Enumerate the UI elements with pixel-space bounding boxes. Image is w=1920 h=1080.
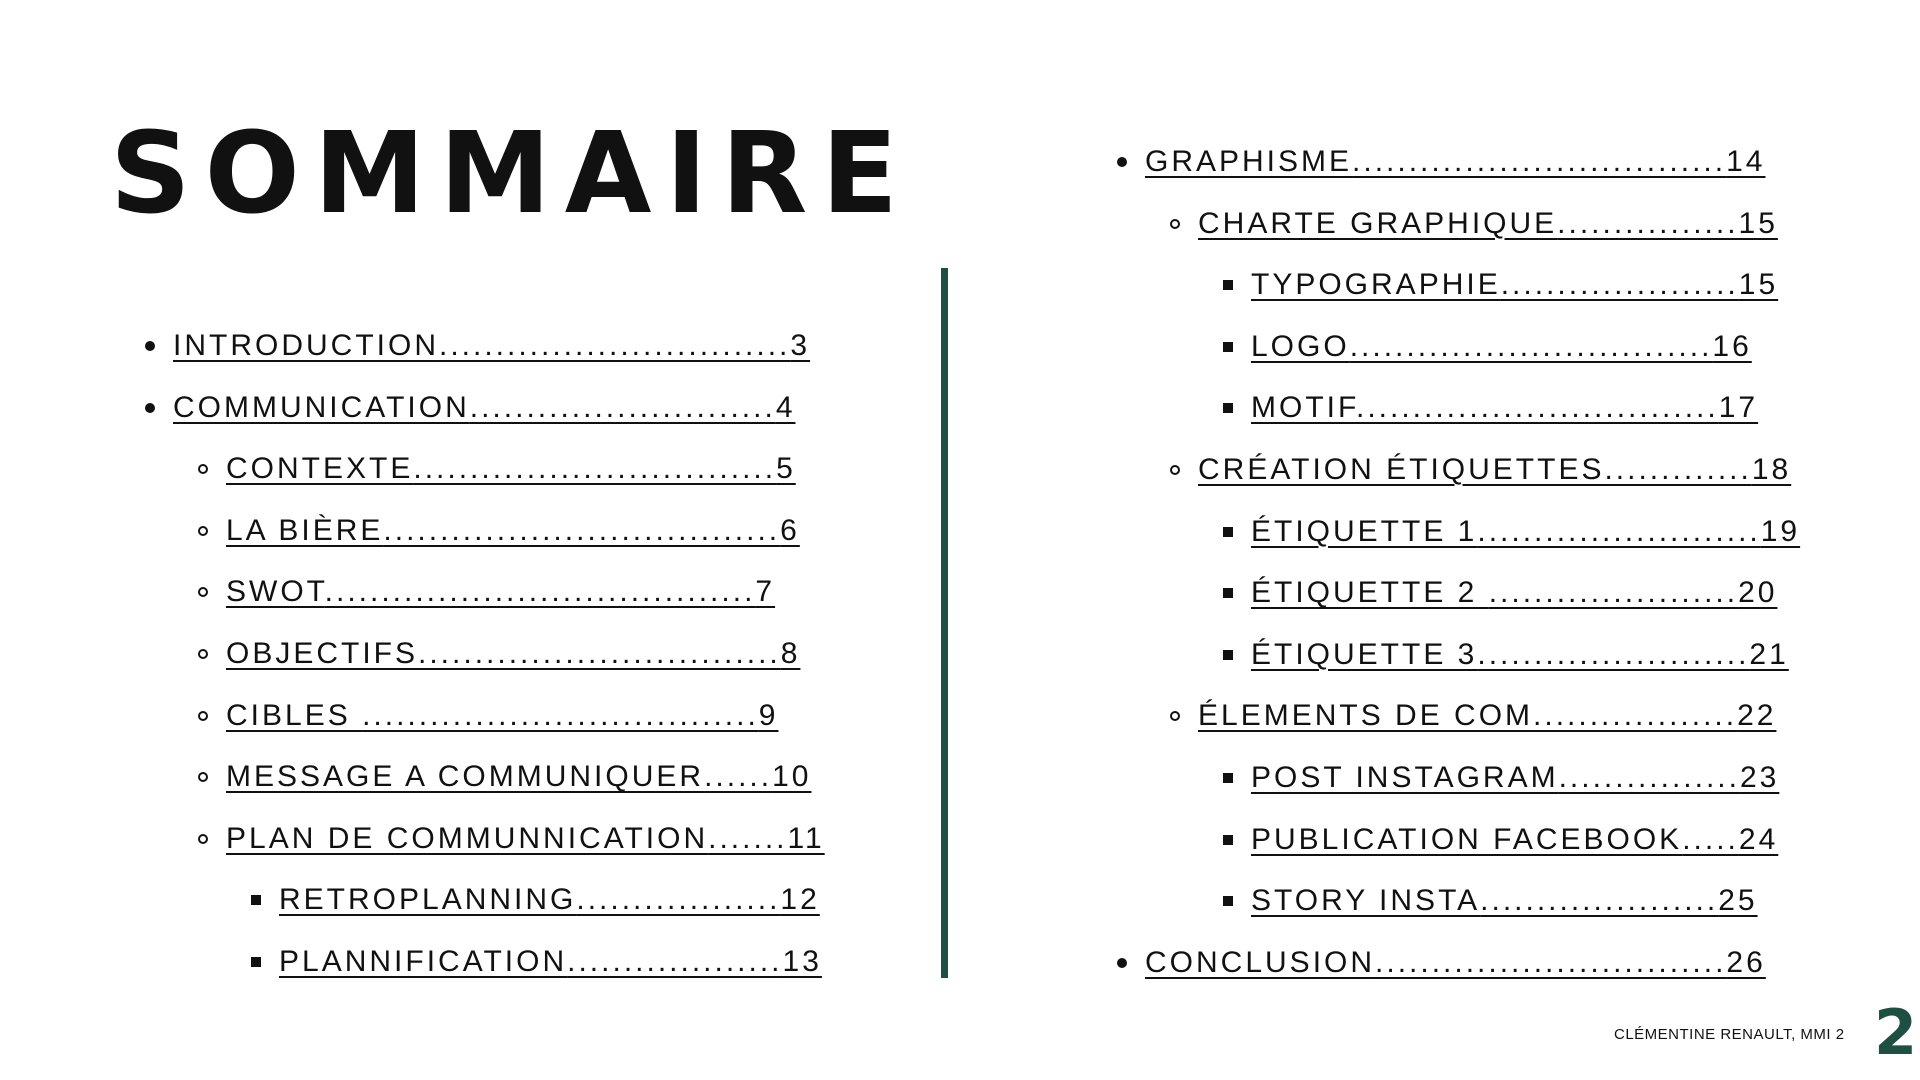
toc-entry <box>145 388 796 428</box>
toc-label: TYPOGRAPHIE <box>1251 268 1501 302</box>
toc-label: POST INSTAGRAM <box>1251 761 1559 794</box>
toc-label: LOGO <box>1251 329 1350 363</box>
square-bullet-icon <box>1223 588 1233 598</box>
toc-link[interactable] <box>173 391 796 425</box>
toc-page-number: 5 <box>776 452 796 486</box>
toc-label: ÉLEMENTS DE COM <box>1198 699 1534 733</box>
disc-bullet-icon <box>1117 958 1127 968</box>
toc-link[interactable] <box>1251 823 1778 857</box>
toc-page-number: 15 <box>1738 268 1779 302</box>
toc-page-number: 3 <box>790 329 811 362</box>
toc-page-number: 13 <box>782 945 822 978</box>
toc-dot-leader: .................. <box>1533 699 1738 733</box>
toc-link[interactable] <box>1251 268 1778 302</box>
toc-dot-leader: ................................ <box>1349 329 1713 363</box>
toc-label: COMMUNICATION <box>173 390 470 424</box>
toc-entry <box>1117 943 1766 983</box>
toc-page-number: 9 <box>758 698 779 732</box>
toc-label: GRAPHISME <box>1145 145 1353 178</box>
toc-dot-leader: ......................... <box>1477 514 1761 548</box>
toc-page-number: 6 <box>780 513 800 547</box>
circle-bullet-icon <box>198 649 208 659</box>
toc-page-number: 10 <box>772 760 812 794</box>
square-bullet-icon <box>1223 403 1233 413</box>
toc-link[interactable] <box>226 822 825 856</box>
circle-bullet-icon <box>198 526 208 536</box>
toc-page-number: 22 <box>1737 699 1777 733</box>
toc-label: CONTEXTE <box>226 452 414 486</box>
toc-link[interactable] <box>1198 453 1791 487</box>
toc-dot-leader: ................................ <box>1356 391 1719 425</box>
circle-bullet-icon <box>198 711 208 721</box>
circle-bullet-icon <box>198 834 208 844</box>
toc-entry <box>1223 512 1800 552</box>
toc-page-number: 21 <box>1749 637 1789 671</box>
toc-label: PLANNIFICATION <box>279 945 568 978</box>
toc-page-number: 17 <box>1718 391 1759 425</box>
toc-label: PLAN DE COMMUNNICATION <box>226 821 709 855</box>
toc-entry <box>198 634 800 674</box>
toc-dot-leader: ..................... <box>1480 884 1719 918</box>
toc-link[interactable] <box>279 883 820 917</box>
toc-entry <box>198 819 825 859</box>
toc-label: CHARTE GRAPHIQUE <box>1198 206 1558 240</box>
toc-dot-leader: ............................... <box>1375 945 1727 979</box>
column-divider <box>941 268 948 978</box>
disc-bullet-icon <box>145 341 155 351</box>
toc-entry <box>198 572 775 612</box>
square-bullet-icon <box>251 957 261 967</box>
toc-link[interactable] <box>1251 515 1800 549</box>
toc-page-number: 24 <box>1738 822 1779 856</box>
toc-label: LA BIÈRE <box>226 513 384 547</box>
toc-page-number: 16 <box>1712 329 1752 363</box>
toc-link[interactable] <box>1251 638 1789 672</box>
toc-page-number: 18 <box>1751 453 1792 486</box>
toc-dot-leader: ................................ <box>418 637 781 670</box>
toc-page-number: 8 <box>780 637 801 670</box>
toc-link[interactable] <box>1198 207 1778 241</box>
toc-entry <box>1170 204 1778 244</box>
toc-dot-leader: ...................................... <box>324 575 756 609</box>
disc-bullet-icon <box>1117 157 1127 167</box>
toc-link[interactable] <box>226 760 811 794</box>
toc-dot-leader: ..................... <box>1500 268 1739 302</box>
circle-bullet-icon <box>198 772 208 782</box>
toc-dot-leader: ................................... <box>383 513 781 547</box>
toc-link[interactable] <box>226 575 775 609</box>
toc-link[interactable] <box>1251 576 1777 610</box>
toc-link[interactable] <box>1251 884 1758 918</box>
toc-label: ÉTIQUETTE 1 <box>1251 514 1478 548</box>
toc-link[interactable] <box>1145 946 1766 980</box>
square-bullet-icon <box>1223 527 1233 537</box>
toc-label: CIBLES <box>226 698 363 732</box>
toc-entry <box>1223 881 1758 921</box>
toc-page-number: 15 <box>1738 206 1778 240</box>
toc-link[interactable] <box>173 329 810 363</box>
toc-link[interactable] <box>226 514 800 548</box>
toc-label: INTRODUCTION <box>173 329 439 362</box>
toc-entry <box>251 880 820 920</box>
toc-entry <box>198 757 811 797</box>
toc-entry <box>145 326 810 366</box>
toc-entry <box>198 449 796 489</box>
toc-page-number: 25 <box>1718 884 1758 918</box>
toc-dot-leader: ................... <box>567 945 783 978</box>
toc-dot-leader: ...................... <box>1488 576 1739 610</box>
toc-dot-leader: ...... <box>704 760 773 794</box>
toc-entry <box>1223 573 1777 613</box>
toc-dot-leader: ................................ <box>413 452 777 486</box>
toc-link[interactable] <box>279 945 822 979</box>
toc-entry <box>198 696 778 736</box>
toc-label: MOTIF <box>1251 391 1356 425</box>
toc-label: ÉTIQUETTE 3 <box>1251 637 1478 671</box>
toc-dot-leader: ............................... <box>438 329 791 362</box>
page-title: SOMMAIRE <box>110 109 912 239</box>
footer-author: CLÉMENTINE RENAULT, MMI 2 <box>1614 1026 1845 1043</box>
toc-dot-leader: ................................... <box>362 698 759 732</box>
square-bullet-icon <box>1223 342 1233 352</box>
toc-link[interactable] <box>226 637 800 671</box>
square-bullet-icon <box>1223 896 1233 906</box>
circle-bullet-icon <box>1170 465 1180 475</box>
toc-label: ÉTIQUETTE 2 <box>1251 576 1489 610</box>
toc-entry <box>1223 758 1779 798</box>
circle-bullet-icon <box>198 464 208 474</box>
toc-page-number: 11 <box>787 821 825 855</box>
toc-entry <box>1223 635 1789 675</box>
square-bullet-icon <box>1223 280 1233 290</box>
toc-label: RETROPLANNING <box>279 883 577 917</box>
toc-page-number: 20 <box>1738 576 1778 610</box>
toc-page-number: 7 <box>755 575 776 609</box>
square-bullet-icon <box>1223 773 1233 783</box>
toc-entry <box>1223 820 1778 860</box>
toc-label: CRÉATION ÉTIQUETTES <box>1198 453 1605 486</box>
square-bullet-icon <box>1223 650 1233 660</box>
toc-dot-leader: .................. <box>576 883 781 917</box>
circle-bullet-icon <box>1170 219 1180 229</box>
toc-entry <box>1223 388 1758 428</box>
page-number: 2 <box>1874 996 1918 1069</box>
disc-bullet-icon <box>145 403 155 413</box>
toc-dot-leader: ................ <box>1558 761 1740 794</box>
toc-dot-leader: ..... <box>1682 822 1739 856</box>
toc-link[interactable] <box>1251 391 1758 425</box>
toc-entry <box>1223 265 1778 305</box>
circle-bullet-icon <box>198 587 208 597</box>
toc-entry <box>1170 450 1791 490</box>
toc-entry <box>1223 327 1752 367</box>
toc-dot-leader: ................................. <box>1352 145 1727 178</box>
toc-page-number: 26 <box>1726 945 1766 979</box>
toc-link[interactable] <box>1198 699 1776 733</box>
toc-page-number: 19 <box>1760 514 1801 548</box>
toc-dot-leader: ........................... <box>469 390 776 424</box>
toc-dot-leader: ................ <box>1557 206 1739 240</box>
square-bullet-icon <box>251 895 261 905</box>
toc-entry <box>1117 142 1765 182</box>
toc-page-number: 14 <box>1726 145 1766 178</box>
toc-label: STORY INSTA <box>1251 884 1481 918</box>
toc-label: SWOT <box>226 575 325 609</box>
toc-link[interactable] <box>1145 145 1765 179</box>
toc-entry <box>251 942 822 982</box>
circle-bullet-icon <box>1170 711 1180 721</box>
toc-label: PUBLICATION FACEBOOK <box>1251 822 1683 856</box>
toc-entry <box>1170 696 1776 736</box>
toc-page-number: 12 <box>780 883 820 917</box>
toc-dot-leader: ............. <box>1604 453 1752 486</box>
toc-link[interactable] <box>1251 761 1779 795</box>
toc-label: CONCLUSION <box>1145 945 1376 979</box>
toc-entry <box>198 511 800 551</box>
toc-label: OBJECTIFS <box>226 637 419 670</box>
toc-page-number: 4 <box>775 390 796 424</box>
toc-link[interactable] <box>226 699 778 733</box>
square-bullet-icon <box>1223 835 1233 845</box>
toc-dot-leader: ........................ <box>1477 637 1750 671</box>
toc-label: MESSAGE A COMMUNIQUER <box>226 760 705 794</box>
toc-link[interactable] <box>1251 330 1752 364</box>
toc-dot-leader: ....... <box>708 821 788 855</box>
toc-page-number: 23 <box>1739 761 1780 794</box>
toc-link[interactable] <box>226 452 796 486</box>
